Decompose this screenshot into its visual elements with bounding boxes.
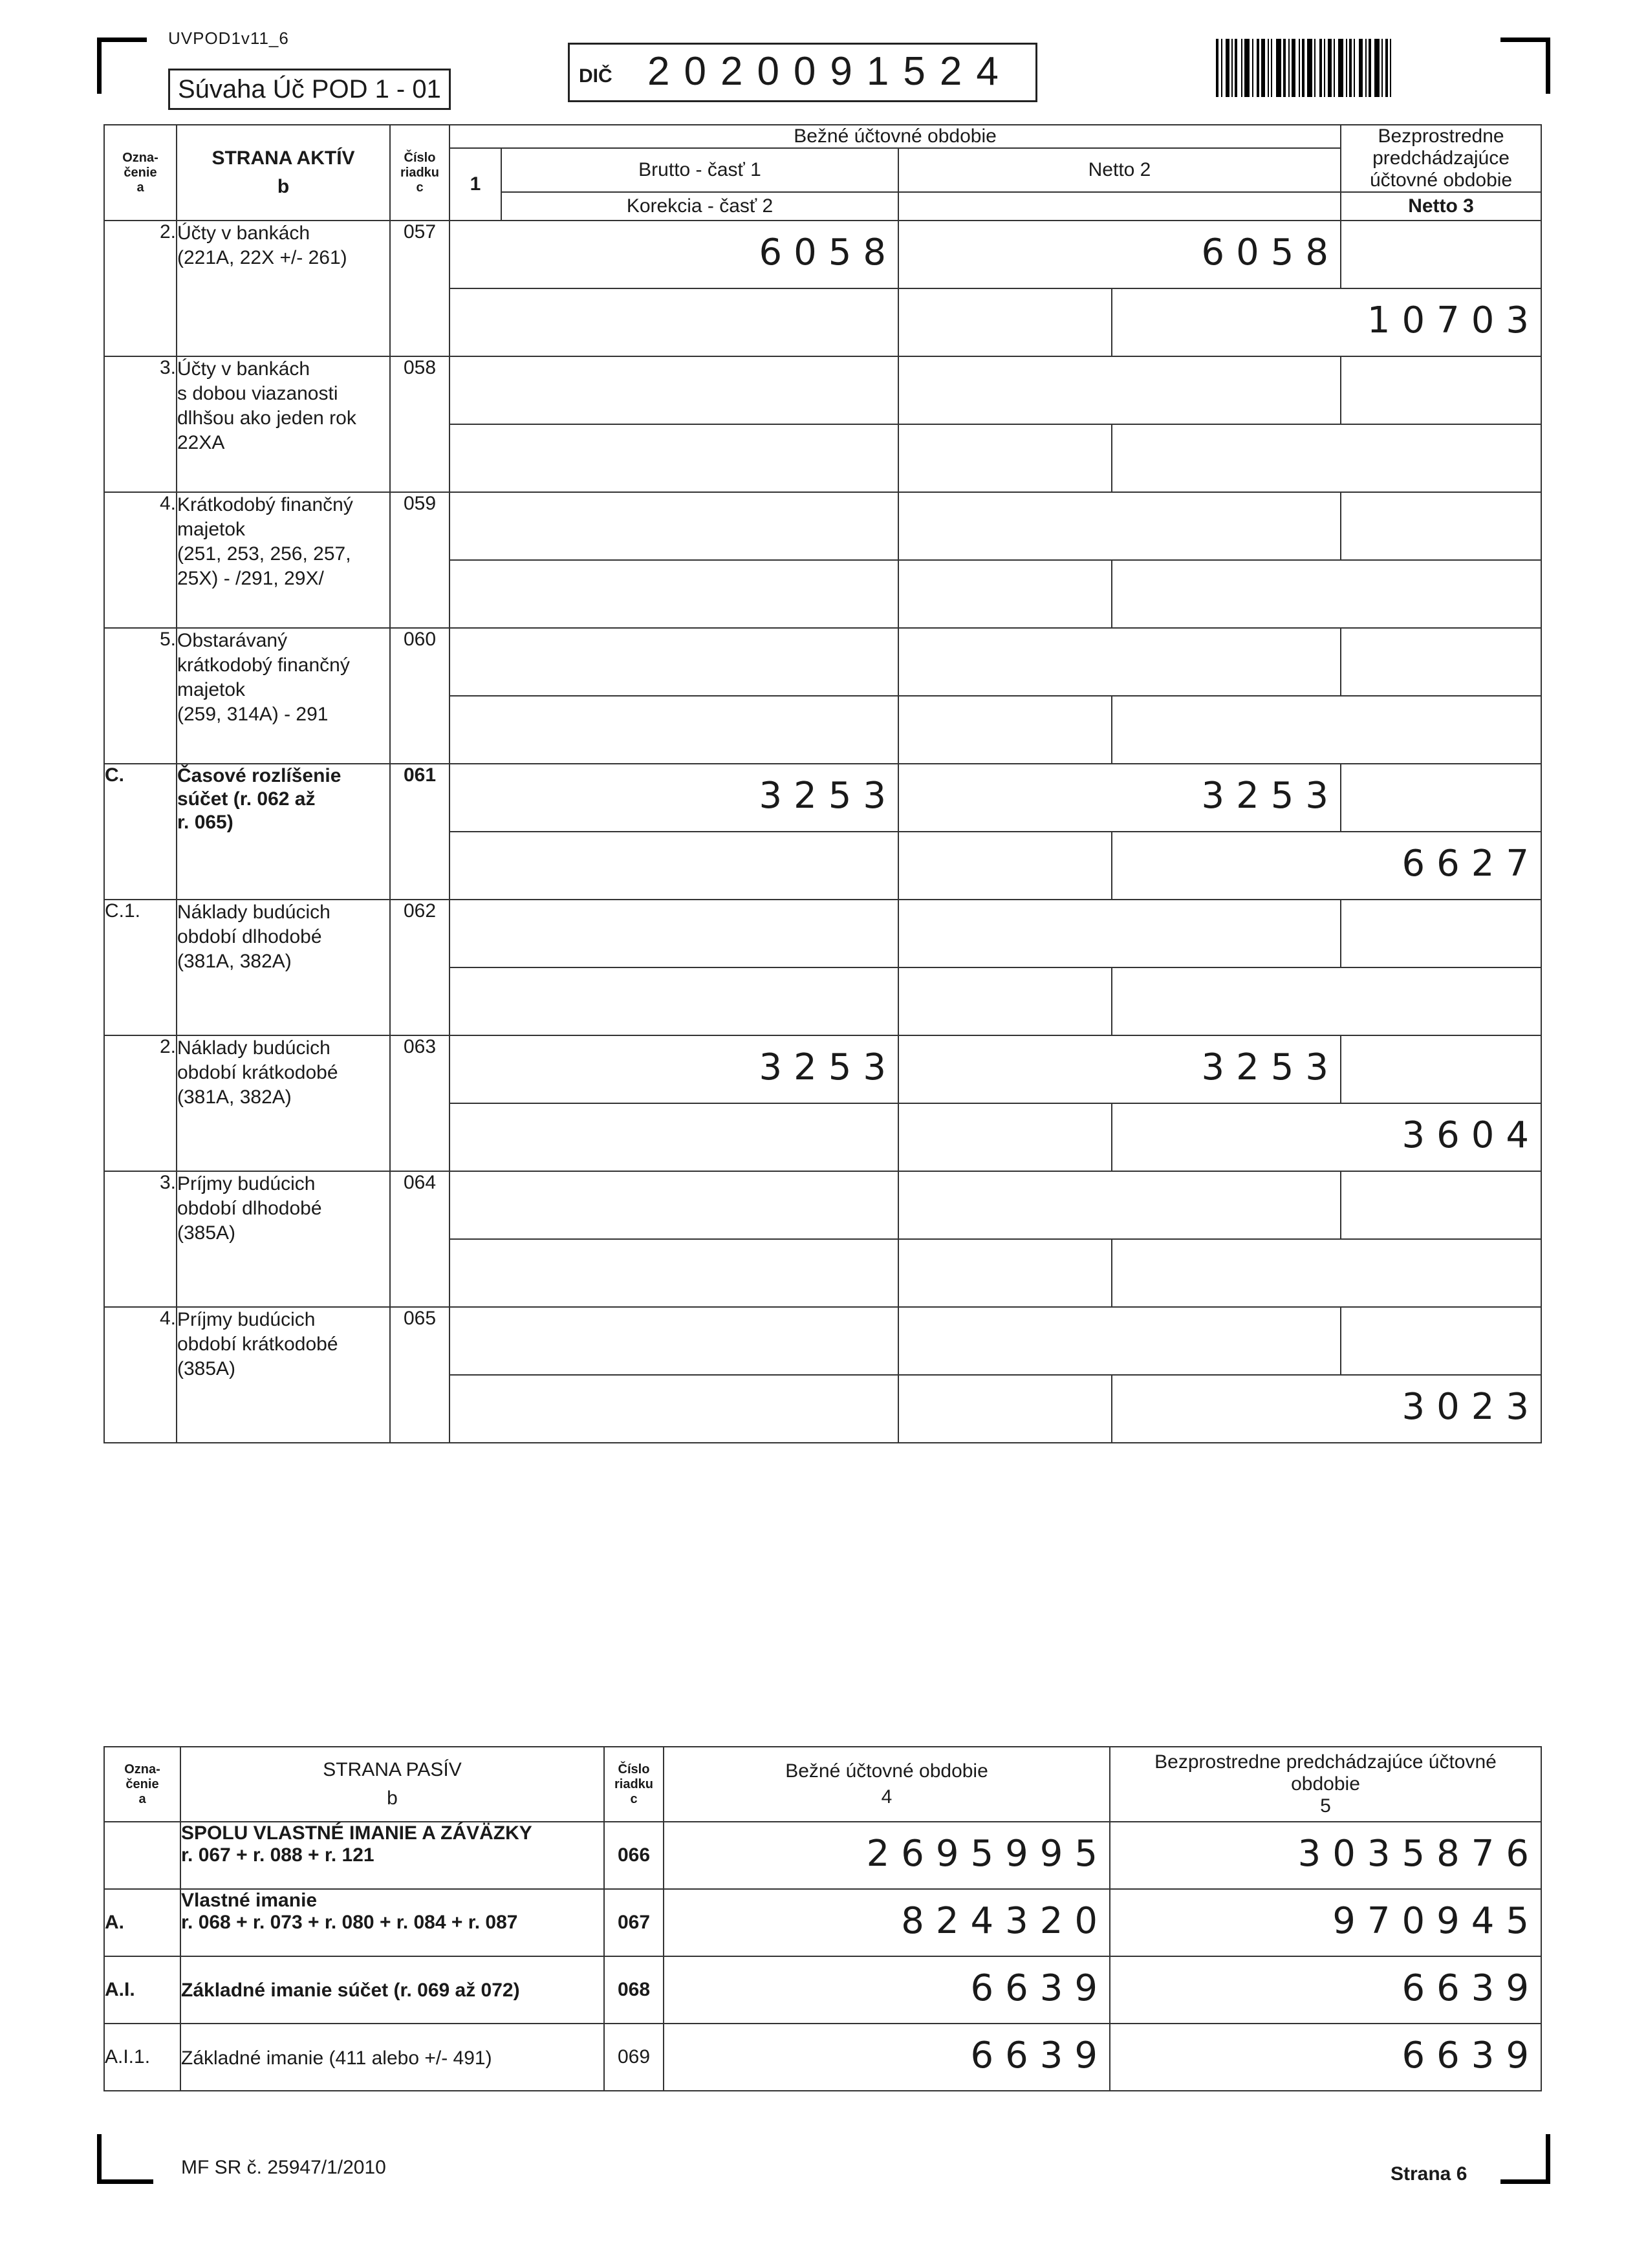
row-code: 057 (390, 221, 449, 356)
row-code: 067 (604, 1889, 664, 1956)
row-oz (104, 1822, 180, 1889)
blank-cell (898, 967, 1112, 1035)
netto2-value[interactable] (898, 900, 1341, 967)
blank-cell (898, 696, 1112, 764)
corner-mark-bottom-right (1500, 2134, 1550, 2184)
korekcia-value[interactable] (449, 1375, 898, 1443)
assets-col-b-head (177, 125, 390, 221)
page-number: Strana 6 (1391, 2163, 1467, 2185)
netto2-value[interactable]: 6058 (898, 221, 1341, 288)
blank-cell (898, 832, 1112, 900)
footer-reference: MF SR č. 25947/1/2010 (181, 2157, 386, 2178)
assets-col-c-head: Číslo riadku c (390, 125, 449, 221)
netto3-value[interactable]: 3604 (1112, 1103, 1541, 1171)
brutto-value[interactable] (449, 628, 898, 696)
korekcia-value[interactable] (449, 832, 898, 900)
liab-col5-head (1110, 1747, 1541, 1822)
row-label: Časové rozlíšenie súčet (r. 062 až r. 065) (177, 764, 390, 900)
netto3-value[interactable] (1112, 424, 1541, 492)
brutto-head: Brutto - časť 1 (501, 148, 898, 192)
blank-cell (1341, 1307, 1541, 1375)
table-row (104, 492, 1541, 560)
netto3-value[interactable] (1112, 696, 1541, 764)
netto3-value[interactable]: 10703 (1112, 288, 1541, 356)
korekcia-value[interactable] (449, 1239, 898, 1307)
row-oz: 4. (104, 1307, 177, 1443)
korekcia-head: Korekcia - časť 2 (501, 192, 898, 221)
netto3-head: Netto 3 (1341, 192, 1541, 221)
row-label: Základné imanie (411 alebo +/- 491) (180, 2024, 604, 2091)
row-label: Účty v bankách s dobou viazanosti dlhšou ako jeden rok 22XA (177, 356, 390, 492)
row-label: Vlastné imanie r. 068 + r. 073 + r. 080 + r. 084 + r. 087 (180, 1889, 604, 1956)
row-label: Príjmy budúcich období dlhodobé (385A) (177, 1171, 390, 1307)
row-oz: A.I.1. (104, 2024, 180, 2091)
row-oz: 3. (104, 356, 177, 492)
row-oz: 2. (104, 221, 177, 356)
blank-cell (898, 1239, 1112, 1307)
row-oz: 3. (104, 1171, 177, 1307)
row-code: 069 (604, 2024, 664, 2091)
netto2-value[interactable] (898, 1171, 1341, 1239)
current-value[interactable]: 6639 (664, 2024, 1110, 2091)
netto3-value[interactable] (1112, 967, 1541, 1035)
row-code: 062 (390, 900, 449, 1035)
netto3-value[interactable] (1112, 560, 1541, 628)
assets-table (103, 124, 1542, 1443)
liab-col4-head (664, 1747, 1110, 1822)
current-value[interactable]: 824320 (664, 1889, 1110, 1956)
brutto-value[interactable]: 3253 (449, 764, 898, 832)
blank-cell (1341, 764, 1541, 832)
brutto-value[interactable]: 3253 (449, 1035, 898, 1103)
netto2-value[interactable]: 3253 (898, 764, 1341, 832)
table-row (104, 2024, 1541, 2091)
liab-col-b-letter: b (387, 1787, 398, 1809)
row-label: Krátkodobý finančný majetok (251, 253, 256, 257, 25X) - /291, 29X/ (177, 492, 390, 628)
previous-value[interactable]: 6639 (1110, 1956, 1541, 2024)
previous-period-head: Bezprostredne predchádzajúce účtovné obdobie (1341, 125, 1541, 192)
row-label: Základné imanie súčet (r. 069 až 072) (180, 1956, 604, 2024)
barcode (1216, 39, 1449, 97)
brutto-value[interactable] (449, 1307, 898, 1375)
brutto-value[interactable]: 6058 (449, 221, 898, 288)
row-oz: 4. (104, 492, 177, 628)
korekcia-value[interactable] (449, 1103, 898, 1171)
netto2-value[interactable] (898, 1307, 1341, 1375)
table-row (104, 1956, 1541, 2024)
current-value[interactable]: 6639 (664, 1956, 1110, 2024)
korekcia-value[interactable] (449, 696, 898, 764)
dic-box (568, 43, 1037, 102)
netto2-value[interactable]: 3253 (898, 1035, 1341, 1103)
row-code: 063 (390, 1035, 449, 1171)
row-oz: C. (104, 764, 177, 900)
brutto-value[interactable] (449, 1171, 898, 1239)
liabilities-table (103, 1746, 1542, 2091)
row-oz: A.I. (104, 1956, 180, 2024)
table-row (104, 221, 1541, 288)
dic-label: DIČ (579, 65, 612, 87)
brutto-value[interactable] (449, 900, 898, 967)
blank-cell (898, 1103, 1112, 1171)
row-oz: 5. (104, 628, 177, 764)
row-label: SPOLU VLASTNÉ IMANIE A ZÁVÄZKY r. 067 + r. 088 + r. 121 (180, 1822, 604, 1889)
netto3-value[interactable]: 3023 (1112, 1375, 1541, 1443)
blank-cell (1341, 492, 1541, 560)
current-period-head: Bežné účtovné obdobie (449, 125, 1341, 148)
brutto-value[interactable] (449, 356, 898, 424)
liab-col-b-head (180, 1747, 604, 1822)
row-label: Náklady budúcich období dlhodobé (381A, 382A) (177, 900, 390, 1035)
row-code: 068 (604, 1956, 664, 2024)
row-code: 058 (390, 356, 449, 492)
row-oz: 2. (104, 1035, 177, 1171)
table-row (104, 764, 1541, 832)
row-code: 061 (390, 764, 449, 900)
table-row (104, 1035, 1541, 1103)
korekcia-value[interactable] (449, 967, 898, 1035)
row-label: Príjmy budúcich období krátkodobé (385A) (177, 1307, 390, 1443)
table-row (104, 628, 1541, 696)
blank-cell (1341, 1171, 1541, 1239)
assets-side-title: STRANA AKTÍV (211, 147, 355, 169)
korekcia-value[interactable] (449, 288, 898, 356)
liab-col-a-head: Ozna- čenie a (104, 1747, 180, 1822)
netto2-head: Netto 2 (898, 148, 1341, 192)
netto2-value[interactable] (898, 628, 1341, 696)
table-row (104, 1822, 1541, 1889)
table-row (104, 1307, 1541, 1375)
korekcia-value[interactable] (449, 560, 898, 628)
corner-mark-top-left (97, 38, 147, 94)
previous-value[interactable]: 3035876 (1110, 1822, 1541, 1889)
row-code: 060 (390, 628, 449, 764)
row-code: 065 (390, 1307, 449, 1443)
blank-cell (1341, 356, 1541, 424)
liab-col4-num: 4 (881, 1786, 893, 1808)
assets-col-a-head: Ozna- čenie a (104, 125, 177, 221)
netto2-value[interactable] (898, 492, 1341, 560)
previous-value[interactable]: 6639 (1110, 2024, 1541, 2091)
blank-cell (1341, 900, 1541, 967)
row-code: 066 (604, 1822, 664, 1889)
row-label: Obstarávaný krátkodobý finančný majetok (259, 314A) - 291 (177, 628, 390, 764)
col1-marker: 1 (449, 148, 501, 221)
liabilities-side-title: STRANA PASÍV (323, 1759, 462, 1780)
current-value[interactable]: 2695995 (664, 1822, 1110, 1889)
form-code: UVPOD1v11_6 (168, 28, 289, 48)
liab-col5-title: Bezprostredne predchádzajúce účtovné obdobie (1154, 1751, 1497, 1795)
row-label: Účty v bankách (221A, 22X +/- 261) (177, 221, 390, 356)
row-code: 064 (390, 1171, 449, 1307)
liab-col4-title: Bežné účtovné obdobie (785, 1760, 988, 1782)
blank-cell (1341, 221, 1541, 288)
table-row (104, 900, 1541, 967)
brutto-value[interactable] (449, 492, 898, 560)
blank-cell (898, 424, 1112, 492)
netto3-value[interactable] (1112, 1239, 1541, 1307)
blank-cell (898, 1375, 1112, 1443)
row-code: 059 (390, 492, 449, 628)
blank-cell (1341, 1035, 1541, 1103)
netto2-value[interactable] (898, 356, 1341, 424)
blank-cell (898, 560, 1112, 628)
corner-mark-bottom-left (97, 2134, 153, 2184)
table-row (104, 1889, 1541, 1956)
blank-cell (1341, 628, 1541, 696)
corner-mark-top-right (1500, 38, 1550, 94)
liab-col5-num: 5 (1320, 1795, 1331, 1817)
header-blank (898, 192, 1341, 221)
previous-value[interactable]: 970945 (1110, 1889, 1541, 1956)
table-row (104, 1171, 1541, 1239)
row-label: Náklady budúcich období krátkodobé (381A, 382A) (177, 1035, 390, 1171)
row-oz: A. (104, 1889, 180, 1956)
netto3-value[interactable]: 6627 (1112, 832, 1541, 900)
korekcia-value[interactable] (449, 424, 898, 492)
assets-col-b-letter: b (277, 176, 290, 197)
table-row (104, 356, 1541, 424)
blank-cell (898, 288, 1112, 356)
dic-value: 2020091524 (647, 49, 1013, 94)
liab-col-c-head: Číslo riadku c (604, 1747, 664, 1822)
form-title: Súvaha Úč POD 1 - 01 (168, 69, 451, 110)
row-oz: C.1. (104, 900, 177, 1035)
